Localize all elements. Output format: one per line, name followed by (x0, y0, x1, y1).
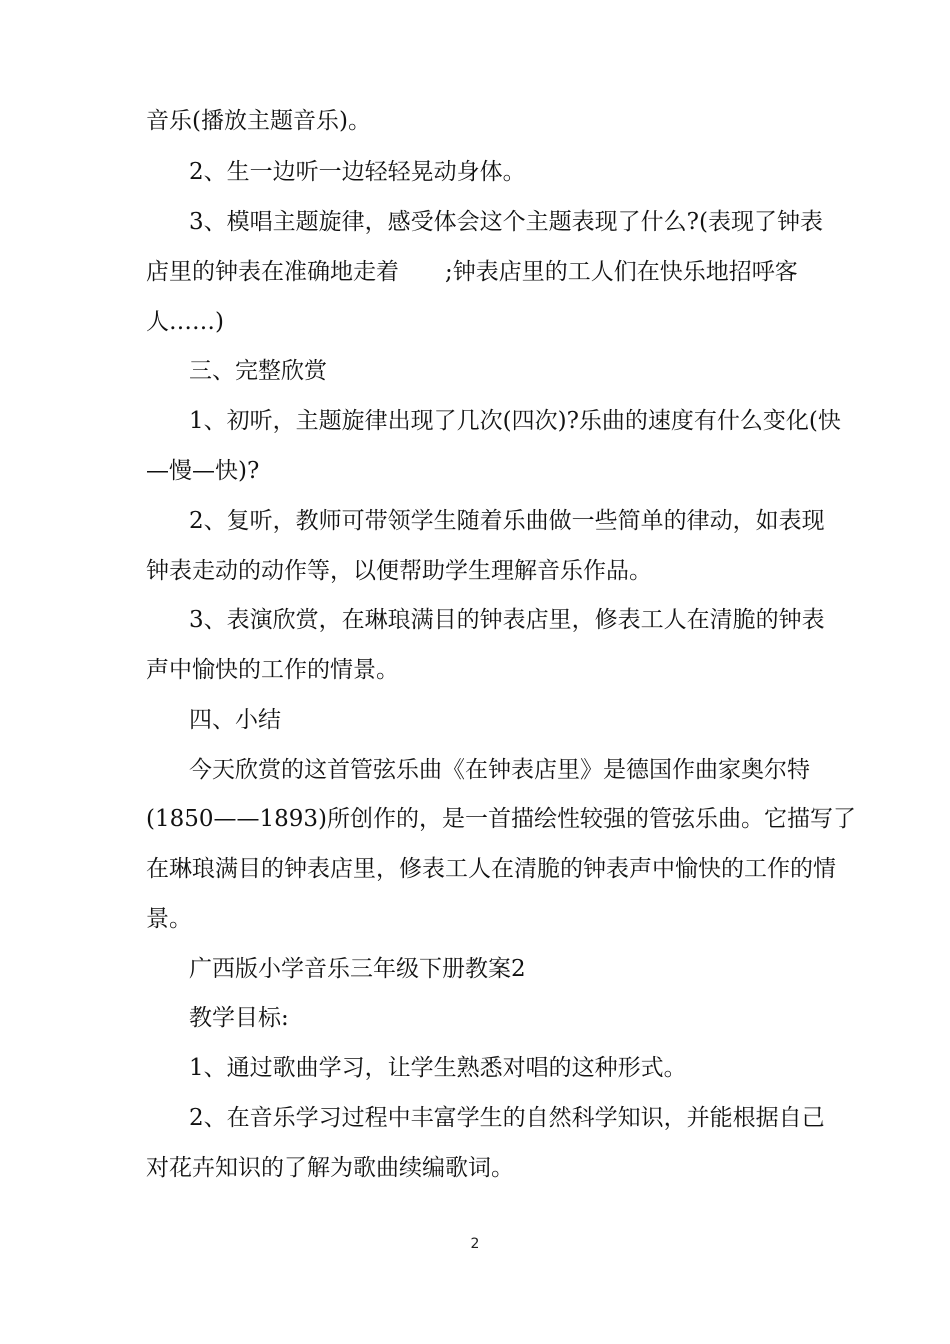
text-line: 2、生一边听一边轻轻晃动身体。 (189, 159, 526, 185)
section-heading: 三、完整欣赏 (189, 358, 327, 384)
text-line: 3、模唱主题旋律，感受体会这个主题表现了什么?(表现了钟表 (189, 209, 823, 235)
text-line: 1、初听，主题旋律出现了几次(四次)?乐曲的速度有什么变化(快 (189, 408, 841, 434)
document-title: 广西版小学音乐三年级下册教案2 (189, 956, 526, 982)
text-line: 3、表演欣赏，在琳琅满目的钟表店里，修表工人在清脆的钟表 (189, 607, 825, 633)
text-line: 今天欣赏的这首管弦乐曲《在钟表店里》是德国作曲家奥尔特 (189, 757, 810, 783)
text-line: (1850——1893)所创作的，是一首描绘性较强的管弦乐曲。它描写了 (146, 806, 857, 832)
text-line: 对花卉知识的了解为歌曲续编歌词。 (146, 1155, 514, 1181)
page-number: 2 (470, 1236, 480, 1252)
text-line: 景。 (146, 906, 192, 932)
text-line: 人……) (146, 309, 224, 335)
text-line: 在琳琅满目的钟表店里，修表工人在清脆的钟表声中愉快的工作的情 (146, 856, 836, 882)
text-line: 2、复听，教师可带领学生随着乐曲做一些简单的律动，如表现 (189, 508, 825, 534)
section-heading: 四、小结 (189, 707, 281, 733)
text-line: 声中愉快的工作的情景。 (146, 657, 399, 683)
text-line: 音乐(播放主题音乐)。 (146, 108, 371, 134)
section-heading: 教学目标: (189, 1005, 289, 1031)
text-line: 2、在音乐学习过程中丰富学生的自然科学知识，并能根据自己 (189, 1105, 825, 1131)
text-line: 1、通过歌曲学习，让学生熟悉对唱的这种形式。 (189, 1055, 687, 1081)
text-line: 店里的钟表在准确地走着 ;钟表店里的工人们在快乐地招呼客 (146, 259, 798, 285)
text-line: —慢—快)? (146, 458, 260, 484)
text-line: 钟表走动的动作等，以便帮助学生理解音乐作品。 (146, 558, 652, 584)
